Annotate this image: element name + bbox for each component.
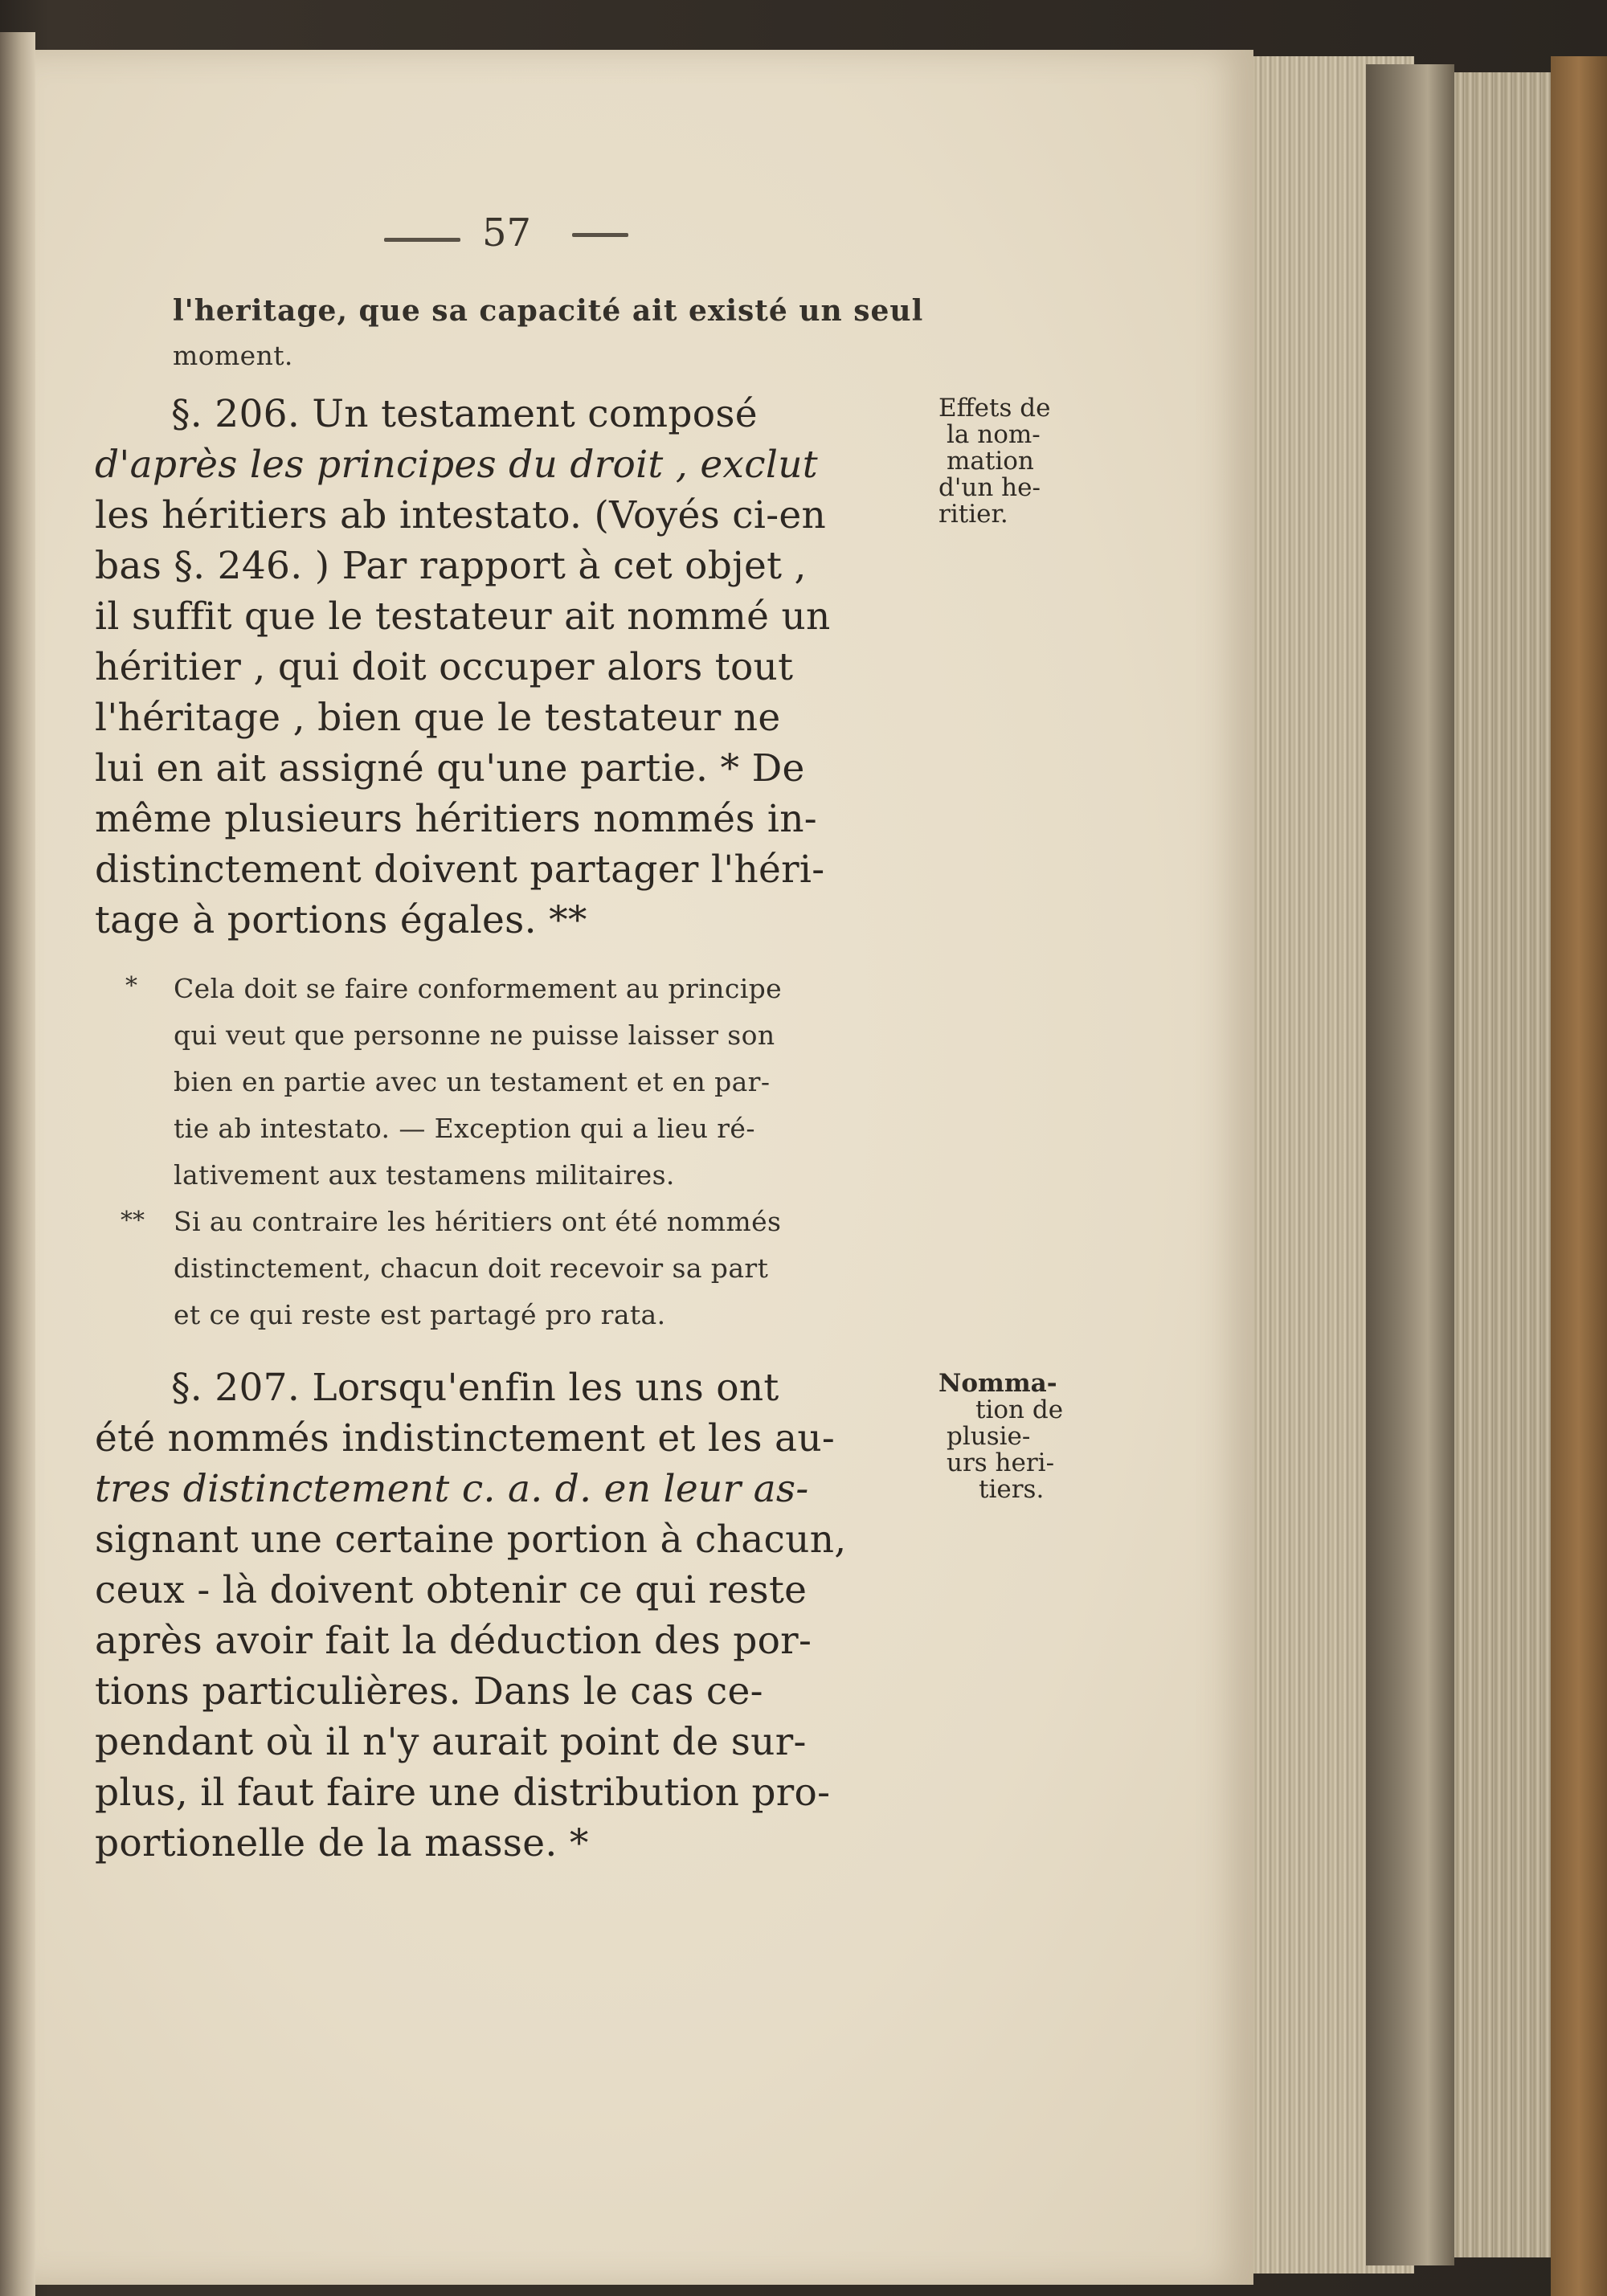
section-206-paragraph [95,389,930,946]
paragraph-line: lui en ait assigné qu'une partie. * De [95,746,805,791]
facing-page-edge [0,32,35,2296]
paragraph-line: après avoir fait la déduction des por- [95,1619,812,1663]
paragraph-line: portionelle de la masse. * [95,1821,589,1865]
footnote-marker-2: ** [121,1207,145,1235]
margin-note-line: d'un he- [938,473,1041,502]
paragraph-line: bas §. 246. ) Par rapport à cet objet , [95,544,807,588]
footnote-line: et ce qui reste est partagé pro rata. [174,1299,666,1330]
footnote-line: tie ab intestato. — Exception qui a lieu ré- [174,1113,755,1144]
paragraph-line: même plusieurs héritiers nommés in- [95,797,817,841]
continuation-line-1: l'heritage, que sa capacité ait existé un seul [173,294,924,328]
paragraph-line: tres distinctement c. a. d. en leur as- [95,1467,809,1511]
margin-note-line: tiers. [979,1475,1045,1504]
margin-note-line: urs heri- [947,1448,1055,1477]
header-ornament-right [572,233,628,237]
margin-note-line: plusie- [947,1422,1031,1451]
margin-note-line: la nom- [947,420,1041,449]
page-fore-edge-shadow [1366,64,1454,2265]
footnote-line: qui veut que personne ne puisse laisser son [174,1019,775,1051]
paragraph-line: héritier , qui doit occuper alors tout [95,645,794,689]
footnote-marker-1: * [125,972,137,1000]
footnote-line: Si au contraire les héritiers ont été nommés [174,1206,782,1237]
paragraph-line: pendant où il n'y aurait point de sur- [95,1720,807,1764]
paragraph-line: tage à portions égales. ** [95,898,587,942]
paragraph-line: l'héritage , bien que le testateur ne [95,696,781,740]
margin-note-line: ritier. [938,500,1008,529]
footnote-line: distinctement, chacun doit recevoir sa part [174,1252,769,1284]
footnote-line: bien en partie avec un testament et en par- [174,1066,771,1097]
paragraph-line: tions particulières. Dans le cas ce- [95,1669,763,1714]
margin-note-line: mation [947,447,1034,476]
continuation-line-2: moment. [173,340,293,371]
margin-note-line: Nomma- [938,1369,1057,1398]
margin-note-line: tion de [975,1395,1064,1424]
margin-note-207 [938,1371,1107,1503]
paragraph-line: les héritiers ab intestato. (Voyés ci-en [95,493,827,537]
page-fore-edge-outer [1454,72,1551,2257]
margin-note-206 [938,395,1107,528]
paragraph-line: signant une certaine portion à chacun, [95,1518,847,1562]
footnotes [112,966,930,1338]
page-number: 57 [482,210,532,255]
footnote-line: lativement aux testamens militaires. [174,1159,675,1191]
paragraph-line: été nommés indistinctement et les au- [95,1416,836,1461]
section-207-paragraph [95,1362,930,1869]
paragraph-line: il suffit que le testateur ait nommé un [95,594,831,639]
paragraph-line: plus, il faut faire une distribution pro- [95,1771,831,1815]
paragraph-line: ceux - là doivent obtenir ce qui reste [95,1568,808,1612]
paragraph-line: d'après les principes du droit , exclut [95,443,818,487]
paragraph-line: §. 207. Lorsqu'enfin les uns ont [171,1366,779,1410]
footnote-line: Cela doit se faire conformement au principe [174,973,783,1004]
paragraph-line: §. 206. Un testament composé [171,392,758,436]
paragraph-line: distinctement doivent partager l'héri- [95,848,825,892]
book-cover-edge [1551,56,1607,2296]
margin-note-line: Effets de [938,394,1051,423]
header-ornament-left [384,238,460,242]
